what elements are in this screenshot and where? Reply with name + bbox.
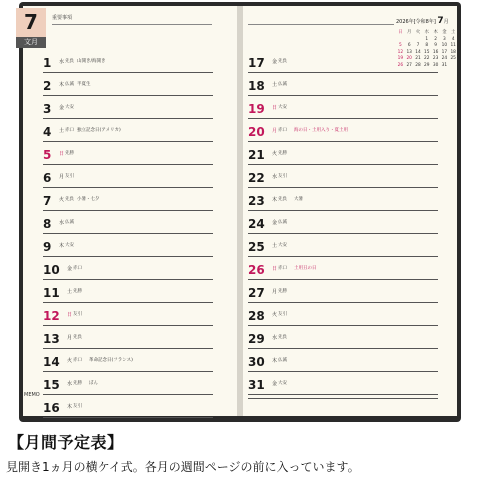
day-of-week: 水	[59, 220, 65, 226]
rokuyo-label: 仏滅	[278, 220, 287, 225]
day-number: 5	[43, 148, 52, 162]
header-rule-left	[52, 24, 212, 25]
mini-day: 1	[425, 36, 429, 42]
mini-day: 15	[424, 49, 430, 55]
rokuyo-label: 仏滅	[65, 82, 74, 87]
day-events: 海の日・土用入り・夏土用	[294, 128, 348, 133]
day-row[interactable]	[43, 190, 213, 211]
day-number: 21	[248, 148, 265, 162]
day-row[interactable]	[43, 213, 213, 234]
day-row[interactable]	[248, 328, 438, 349]
mini-day: 19	[397, 56, 404, 61]
day-number: 28	[248, 309, 265, 323]
day-number: 26	[248, 263, 265, 277]
day-row[interactable]	[248, 259, 438, 280]
day-row[interactable]	[248, 75, 438, 96]
caption-title: 【月間予定表】	[8, 433, 124, 452]
day-events: 土用丑の日	[294, 266, 317, 271]
mini-weekday: 木	[433, 30, 438, 35]
day-row[interactable]	[43, 121, 213, 142]
day-of-week: 金	[272, 59, 278, 65]
mini-day: 23	[432, 56, 439, 61]
mini-day: 12	[397, 49, 404, 55]
day-of-week: 火	[59, 197, 65, 203]
rokuyo-label: 先負	[65, 59, 74, 64]
rokuyo-label: 先負	[278, 197, 287, 202]
day-number: 27	[248, 286, 265, 300]
day-row[interactable]	[43, 167, 213, 188]
mini-calendar-month: 7	[437, 16, 444, 26]
rokuyo-label: 先勝	[73, 381, 82, 386]
day-number: 1	[43, 56, 52, 70]
rokuyo-label: 赤口	[65, 128, 74, 133]
day-of-week: 木	[67, 404, 73, 410]
day-number: 11	[43, 286, 60, 300]
mini-day: 2	[434, 36, 437, 42]
rokuyo-label: 友引	[65, 174, 74, 179]
day-of-week: 月	[59, 174, 65, 180]
mini-weekday: 月	[407, 30, 412, 35]
rokuyo-label: 友引	[73, 312, 82, 317]
day-of-week: 金	[272, 381, 278, 387]
mini-day: 17	[441, 49, 448, 55]
day-row[interactable]	[43, 75, 213, 96]
mini-day: 4	[451, 36, 455, 42]
day-row[interactable]	[248, 351, 438, 372]
day-of-week: 月	[272, 289, 278, 295]
mini-day: 21	[415, 56, 421, 61]
day-events: 革命記念日(フランス)	[89, 358, 133, 363]
mini-weekday: 水	[424, 30, 429, 35]
mini-day: 3	[443, 36, 446, 42]
day-number: 6	[43, 171, 52, 185]
day-row[interactable]	[248, 190, 438, 211]
day-row[interactable]	[43, 374, 213, 395]
mini-day: 13	[406, 49, 412, 55]
rokuyo-label: 友引	[73, 404, 82, 409]
day-of-week: 木	[59, 243, 65, 249]
rokuyo-label: 大安	[278, 105, 287, 110]
mini-day: 9	[434, 43, 437, 48]
mini-day: 6	[407, 43, 411, 48]
day-of-week: 火	[272, 312, 278, 318]
header-rule-right	[248, 24, 394, 25]
day-number: 30	[248, 355, 265, 369]
rokuyo-label: 仏滅	[278, 82, 287, 87]
day-of-week: 土	[67, 289, 73, 295]
day-events: 小暑・七夕	[77, 197, 100, 202]
mini-day: 11	[450, 43, 456, 48]
rokuyo-label: 大安	[278, 243, 287, 248]
day-number: 13	[43, 332, 60, 346]
day-of-week: 金	[272, 220, 278, 226]
day-of-week: 金	[59, 105, 65, 111]
day-row[interactable]	[43, 236, 213, 257]
day-of-week: 木	[272, 358, 278, 364]
rokuyo-label: 先勝	[73, 289, 82, 294]
rokuyo-label: 赤口	[278, 128, 287, 133]
mini-day: 16	[432, 49, 439, 55]
day-row[interactable]	[43, 282, 213, 303]
mini-calendar-title	[396, 16, 458, 26]
day-number: 23	[248, 194, 265, 208]
day-row[interactable]	[248, 167, 438, 188]
rokuyo-label: 先負	[65, 197, 74, 202]
day-of-week: 月	[67, 335, 73, 341]
day-number: 16	[43, 401, 60, 415]
rokuyo-label: 先負	[278, 335, 287, 340]
day-row[interactable]	[43, 328, 213, 349]
day-number: 9	[43, 240, 52, 254]
mini-calendar-year: 2026年[令和8年]	[396, 19, 436, 25]
day-of-week: 水	[67, 381, 73, 387]
month-name: 文月	[16, 37, 46, 48]
day-number: 17	[248, 56, 265, 70]
day-of-week: 月	[272, 128, 278, 134]
day-row[interactable]	[248, 213, 438, 234]
mini-weekday: 火	[415, 30, 421, 35]
rokuyo-label: 大安	[65, 243, 74, 248]
day-of-week: 土	[272, 243, 278, 249]
day-number: 7	[43, 194, 52, 208]
mini-day: 26	[397, 62, 404, 68]
day-events: ぼん	[89, 381, 98, 386]
day-number: 14	[43, 355, 60, 369]
day-number: 22	[248, 171, 265, 185]
mini-day	[449, 63, 458, 70]
day-row[interactable]	[43, 52, 213, 73]
mini-day: 22	[424, 56, 430, 61]
day-number: 12	[43, 309, 60, 323]
mini-weekday: 金	[442, 30, 447, 35]
day-row[interactable]	[248, 98, 438, 119]
mini-weekday: 日	[398, 30, 403, 35]
day-number: 4	[43, 125, 52, 139]
rokuyo-label: 先負	[278, 59, 287, 64]
mini-calendar-month-unit: 月	[443, 19, 449, 25]
day-of-week: 金	[67, 266, 73, 272]
day-of-week: 木	[272, 197, 278, 203]
mini-day: 25	[450, 56, 456, 61]
mini-day: 24	[441, 56, 448, 61]
day-row[interactable]	[248, 121, 438, 142]
day-number: 20	[248, 125, 265, 139]
day-of-week: 水	[59, 59, 65, 65]
rokuyo-label: 仏滅	[278, 358, 287, 363]
day-row[interactable]	[43, 98, 213, 119]
rokuyo-label: 先勝	[65, 151, 74, 156]
day-number: 15	[43, 378, 60, 392]
day-number: 3	[43, 102, 52, 116]
rokuyo-label: 先勝	[278, 151, 287, 156]
day-of-week: 火	[67, 358, 73, 364]
day-of-week: 水	[272, 335, 278, 341]
day-number: 8	[43, 217, 52, 231]
mini-day: 27	[406, 62, 412, 68]
mini-day: 7	[416, 43, 420, 48]
mini-day: 29	[424, 62, 430, 68]
rokuyo-label: 仏滅	[65, 220, 74, 225]
caption-text: 見開き1ヵ月の横ケイ式。各月の週間ページの前に入っています。	[6, 460, 360, 474]
rokuyo-label: 友引	[278, 174, 287, 179]
day-of-week: 木	[59, 82, 65, 88]
month-badge	[16, 8, 46, 48]
mini-day: 14	[415, 49, 421, 55]
rokuyo-label: 赤口	[73, 358, 82, 363]
day-number: 19	[248, 102, 265, 116]
memo-label: MEMO	[24, 392, 40, 398]
day-number: 29	[248, 332, 265, 346]
day-number: 2	[43, 79, 52, 93]
day-of-week: 日	[59, 151, 65, 157]
day-row[interactable]	[248, 305, 438, 326]
rokuyo-label: 赤口	[73, 266, 82, 271]
rokuyo-label: 赤口	[278, 266, 287, 271]
day-number: 10	[43, 263, 60, 277]
mini-day: 20	[406, 56, 412, 61]
mini-day: 10	[441, 43, 448, 48]
day-of-week: 水	[272, 174, 278, 180]
day-row[interactable]	[248, 144, 438, 165]
mini-day: 8	[425, 43, 429, 48]
day-of-week: 日	[272, 105, 278, 111]
day-row[interactable]	[248, 282, 438, 303]
rokuyo-label: 大安	[65, 105, 74, 110]
day-row[interactable]	[43, 305, 213, 326]
rokuyo-label: 先勝	[278, 289, 287, 294]
day-row[interactable]	[43, 259, 213, 280]
day-row[interactable]	[43, 351, 213, 372]
day-of-week: 土	[272, 82, 278, 88]
mini-day: 30	[432, 62, 439, 68]
rokuyo-label: 友引	[278, 312, 287, 317]
day-row[interactable]	[248, 236, 438, 257]
rokuyo-label: 大安	[278, 381, 287, 386]
mini-day: 28	[415, 62, 421, 68]
day-events: 半夏生	[77, 82, 91, 87]
month-number: 7	[24, 10, 38, 34]
day-of-week: 土	[59, 128, 65, 134]
mini-weekday: 土	[451, 30, 456, 35]
day-number: 25	[248, 240, 265, 254]
day-number: 31	[248, 378, 265, 392]
day-of-week: 日	[67, 312, 73, 318]
day-row[interactable]	[43, 144, 213, 165]
day-number: 24	[248, 217, 265, 231]
memo-line	[248, 378, 438, 399]
day-number: 18	[248, 79, 265, 93]
mini-day: 31	[441, 62, 448, 68]
day-of-week: 火	[272, 151, 278, 157]
mini-day: 5	[399, 43, 402, 48]
day-events: 独立記念日(アメリカ)	[77, 128, 121, 133]
day-of-week: 日	[272, 266, 278, 272]
day-events: 山開き/海開き	[77, 59, 106, 64]
important-matters-label: 重要事項	[52, 15, 73, 21]
day-events: 大暑	[294, 197, 303, 202]
rokuyo-label: 先負	[73, 335, 82, 340]
day-row[interactable]	[43, 397, 213, 418]
mini-day: 18	[450, 49, 456, 55]
